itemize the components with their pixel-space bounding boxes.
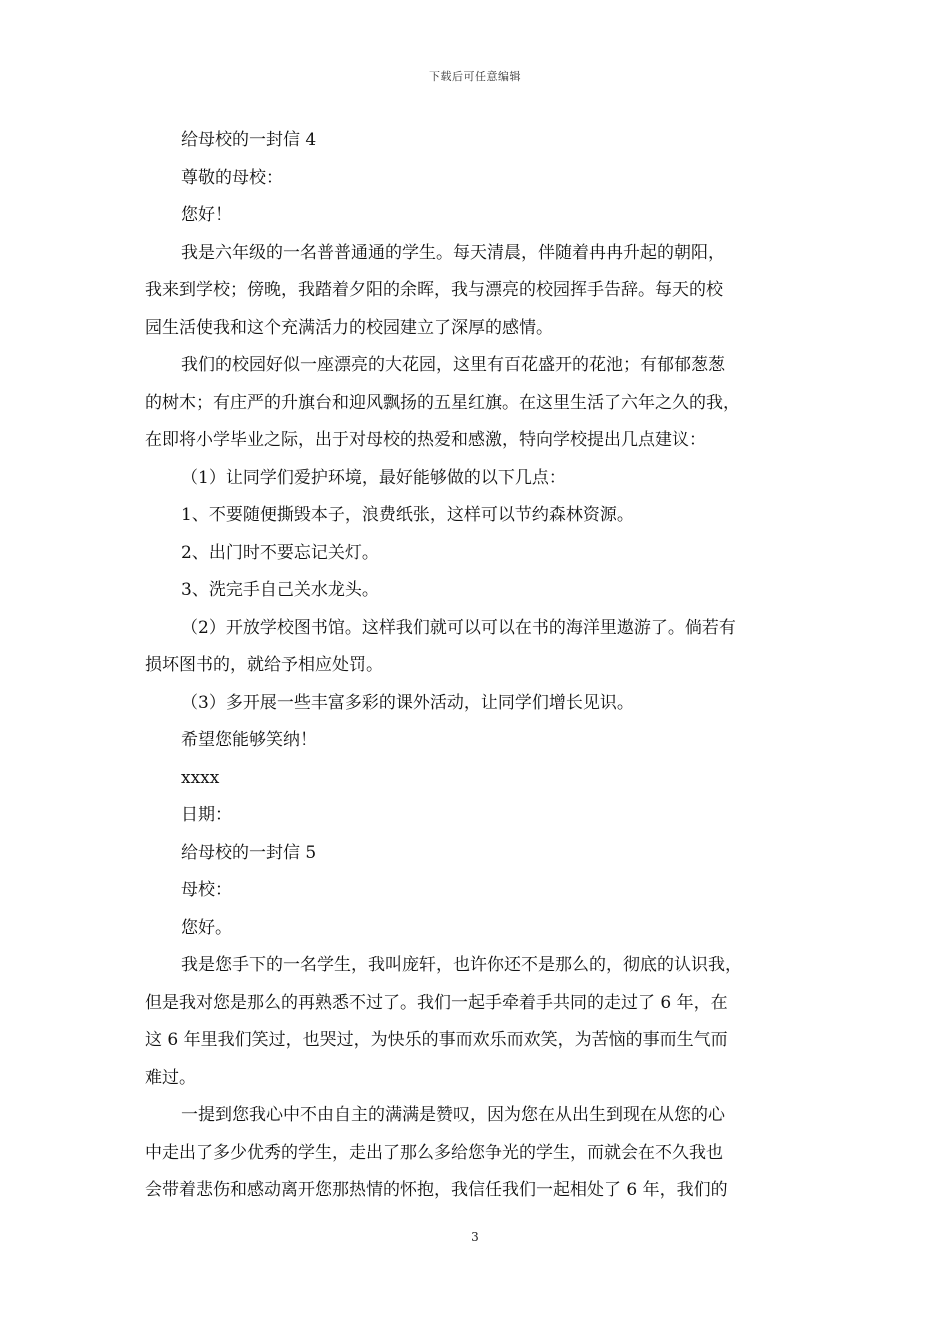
paragraph-line: 我是您手下的一名学生，我叫庞轩，也许你还不是那么的，彻底的认识我， (181, 955, 742, 975)
letter-5-title: 给母校的一封信 5 (181, 842, 317, 863)
letter-4-date: 日期： (181, 805, 232, 825)
paragraph-line: 一提到您我心中不由自主的满满是赞叹，因为您在从出生到现在从您的心 (181, 1105, 725, 1125)
letter-5-greeting: 您好。 (181, 917, 232, 938)
document-body (145, 122, 817, 1210)
letter-4-signature: xxxx (181, 767, 220, 788)
letter-4-title: 给母校的一封信 4 (181, 130, 317, 150)
letter-4-closing: 希望您能够笑纳！ (181, 730, 317, 750)
suggestion-2: （2）开放学校图书馆。这样我们就可以可以在书的海洋里遨游了。倘若有 (181, 617, 736, 638)
list-item-2: 2、出门时不要忘记关灯。 (181, 542, 379, 563)
paragraph-line: 在即将小学毕业之际，出于对母校的热爱和感激，特向学校提出几点建议： (145, 430, 706, 450)
list-item-3: 3、洗完手自己关水龙头。 (181, 580, 379, 600)
paragraph-line: 中走出了多少优秀的学生，走出了那么多给您争光的学生，而就会在不久我也 (145, 1142, 723, 1163)
paragraph-line: 但是我对您是那么的再熟悉不过了。我们一起手牵着手共同的走过了 6 年，在 (145, 992, 728, 1013)
page-number: 3 (471, 1230, 479, 1244)
page-header: 下载后可任意编辑 (429, 70, 521, 83)
paragraph-line: 这 6 年里我们笑过，也哭过，为快乐的事而欢乐而欢笑，为苦恼的事而生气而 (145, 1030, 728, 1050)
letter-4-greeting: 您好！ (181, 205, 232, 225)
paragraph-line: 难过。 (145, 1067, 196, 1088)
list-item-1: 1、不要随便撕毁本子，浪费纸张，这样可以节约森林资源。 (181, 505, 634, 525)
suggestion-2-continued: 损坏图书的，就给予相应处罚。 (145, 655, 383, 675)
paragraph-line: 我来到学校；傍晚，我踏着夕阳的余晖，我与漂亮的校园挥手告辞。每天的校 (145, 280, 723, 300)
suggestion-3: （3）多开展一些丰富多彩的课外活动，让同学们增长见识。 (181, 692, 634, 713)
letter-5-salutation: 母校： (181, 880, 232, 900)
paragraph-line: 我是六年级的一名普普通通的学生。每天清晨，伴随着冉冉升起的朝阳， (181, 242, 725, 263)
paragraph-line: 园生活使我和这个充满活力的校园建立了深厚的感情。 (145, 317, 553, 338)
paragraph-line: 的树木；有庄严的升旗台和迎风飘扬的五星红旗。在这里生活了六年之久的我， (145, 392, 740, 413)
suggestion-1: （1）让同学们爱护环境，最好能够做的以下几点： (181, 467, 566, 488)
paragraph-line: 会带着悲伤和感动离开您那热情的怀抱，我信任我们一起相处了 6 年，我们的 (145, 1180, 728, 1200)
letter-4-salutation: 尊敬的母校： (181, 167, 283, 188)
paragraph-line: 我们的校园好似一座漂亮的大花园，这里有百花盛开的花池；有郁郁葱葱 (181, 355, 725, 375)
